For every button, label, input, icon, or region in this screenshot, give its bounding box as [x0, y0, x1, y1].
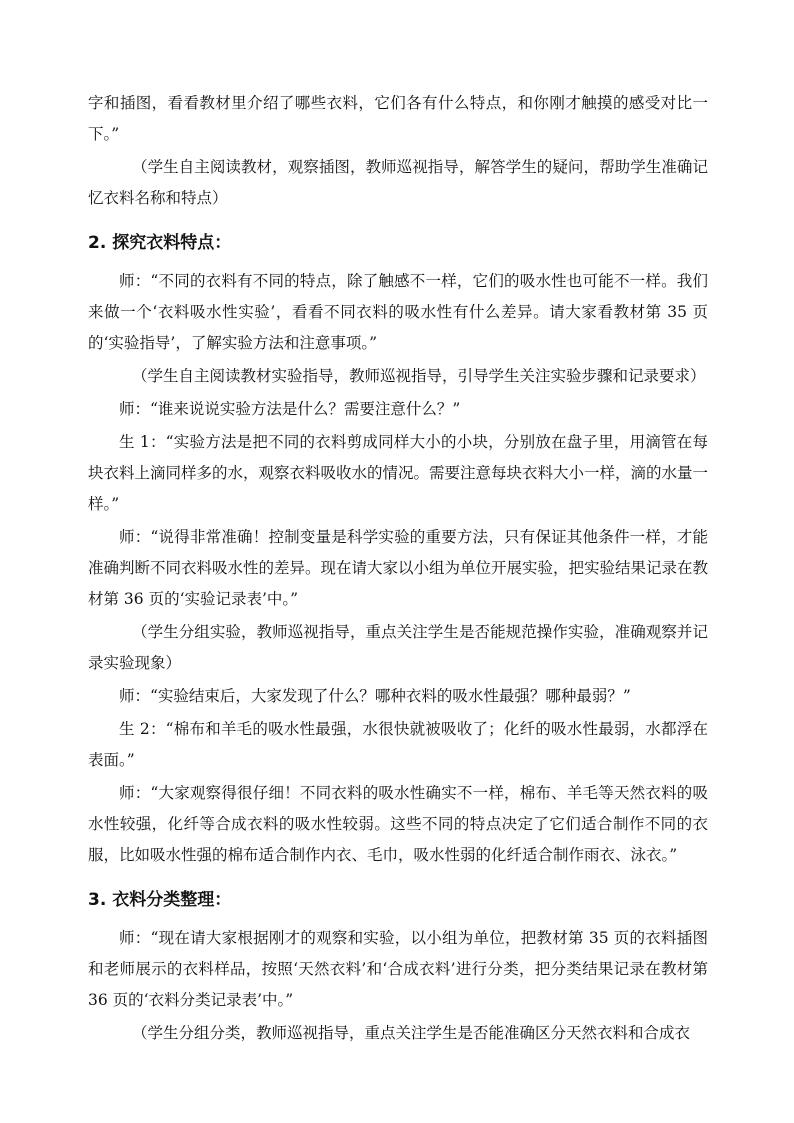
paragraph-teacher-speech: 师：“不同的衣料有不同的特点，除了触感不一样，它们的吸水性也可能不一样。我们来做一个‘衣料吸水性实验’，看看不同衣料的吸水性有什么差异。请大家看教材第 35 页的‘实验指导’，了解实验方法和注意事项。”: [88, 272, 708, 352]
section-heading-explore: 2. 探究衣料特点：: [88, 233, 232, 253]
paragraph-teacher-speech: 师：“现在请大家根据刚才的观察和实验，以小组为单位，把教材第 35 页的衣料插图和老师展示的衣料样品，按照‘天然衣料’和‘合成衣料’进行分类，把分类结果记录在教材第 36 页的‘衣料分类记录表’中。”: [88, 929, 708, 1009]
paragraph-student-speech: 生 1：“实验方法是把不同的衣料剪成同样大小的小块，分别放在盘子里，用滴管在每块衣料上滴同样多的水，观察衣料吸收水的情况。需要注意每块衣料大小一样，滴的水量一样。”: [88, 433, 709, 513]
section-heading-classify: 3. 衣料分类整理：: [88, 890, 232, 910]
paragraph-note: （学生分组分类，教师巡视指导，重点关注学生是否能准确区分天然衣料和合成衣: [132, 1024, 691, 1042]
paragraph-note: （学生自主阅读教材，观察插图，教师巡视指导，解答学生的疑问，帮助学生准确记忆衣料名称和特点）: [88, 158, 708, 207]
paragraph-note: （学生自主阅读教材实验指导，教师巡视指导，引导学生关注实验步骤和记录要求）: [132, 367, 706, 385]
paragraph-teacher-speech: 师：“谁来说说实验方法是什么？需要注意什么？”: [119, 400, 461, 418]
paragraph-teacher-speech: 师：“大家观察得很仔细！不同衣料的吸水性确实不一样，棉布、羊毛等天然衣料的吸水性较强，化纤等合成衣料的吸水性较弱。这些不同的特点决定了它们适合制作不同的衣服，比如吸水性强的棉布适合制作内衣、毛巾，吸水性弱的化纤适合制作雨衣、泳衣。”: [88, 784, 708, 864]
paragraph-teacher-speech: 师：“实验结束后，大家发现了什么？哪种衣料的吸水性最强？哪种最弱？”: [119, 687, 631, 705]
paragraph-student-speech: 生 2：“棉布和羊毛的吸水性最强，水很快就被吸收了；化纤的吸水性最弱，水都浮在表面。”: [88, 720, 708, 769]
paragraph-teacher-speech: 师：“说得非常准确！控制变量是科学实验的重要方法，只有保证其他条件一样，才能准确判断不同衣料吸水性的差异。现在请大家以小组为单位开展实验，把实验结果记录在教材第 36 页的‘实验记录表’中。”: [88, 528, 709, 608]
document-body: [88, 88, 708, 1051]
paragraph-continuation: 字和插图，看看教材里介绍了哪些衣料，它们各有什么特点，和你刚才触摸的感受对比一下。”: [88, 94, 708, 143]
paragraph-note: （学生分组实验，教师巡视指导，重点关注学生是否能规范操作实验，准确观察并记录实验现象）: [88, 623, 708, 672]
